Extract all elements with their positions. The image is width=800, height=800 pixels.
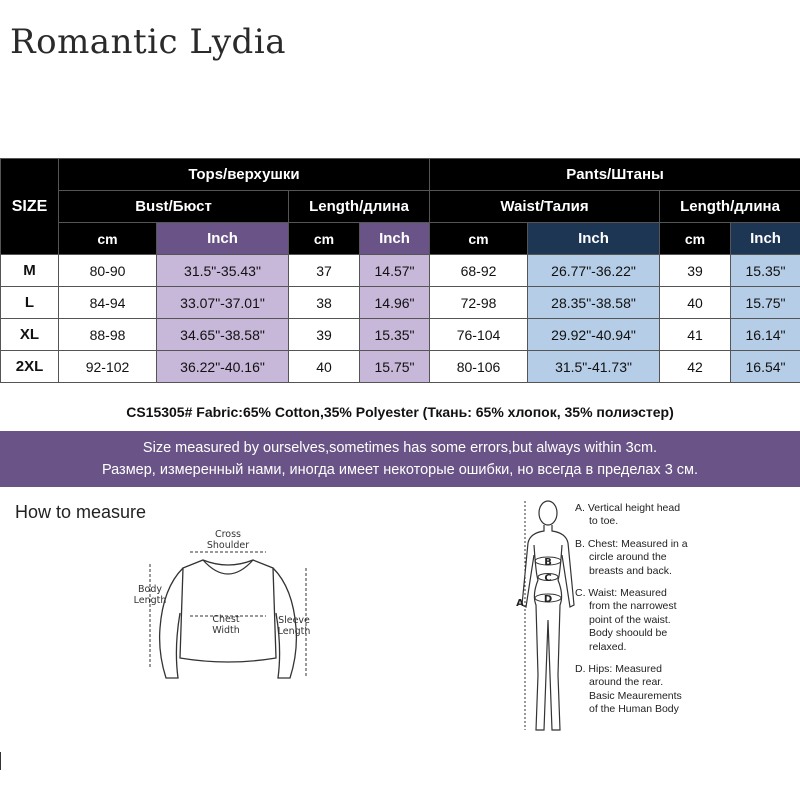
size-header: SIZE [1, 159, 59, 255]
length-cm-cell: 38 [289, 287, 360, 319]
waist-inch-cell: 29.92"-40.94" [528, 319, 660, 351]
note-line: from the narrowest [589, 600, 677, 613]
unit-cm: cm [430, 223, 528, 255]
table-row [1, 255, 800, 287]
note-line: around the rear. [589, 676, 664, 689]
pants-length-cm-cell: 39 [660, 255, 731, 287]
pants-length-inch-cell: 15.35" [731, 255, 800, 287]
pants-length-cm-cell: 41 [660, 319, 731, 351]
waist-cm-cell: 80-106 [430, 351, 528, 383]
unit-inch: Inch [360, 223, 430, 255]
cross-shoulder-label: Cross [214, 529, 242, 540]
size-cell: L [1, 287, 59, 319]
pants-length-cm-cell: 42 [660, 351, 731, 383]
unit-cm: cm [289, 223, 360, 255]
bust-cm-cell: 92-102 [59, 351, 157, 383]
length-inch-cell: 15.75" [360, 351, 430, 383]
note-line: of the Human Body [589, 703, 679, 716]
bust-inch-cell: 34.65"-38.58" [157, 319, 289, 351]
length-inch-cell: 14.96" [360, 287, 430, 319]
notice-english: Size measured by ourselves,sometimes has some errors,but always within 3cm. [142, 440, 658, 456]
waist-inch-cell: 28.35"-38.58" [528, 287, 660, 319]
sleeve-length-label: Sleeve [278, 615, 310, 626]
size-cell: XL [1, 319, 59, 351]
note-b [575, 538, 800, 578]
note-d [575, 663, 800, 717]
pants-length-inch-cell: 15.75" [731, 287, 800, 319]
measure-notes [575, 502, 800, 726]
table-row [1, 287, 800, 319]
tops-length-header: Length/длина [289, 191, 430, 223]
tops-header: Tops/верхушки [59, 159, 430, 191]
edge-mark [0, 752, 1, 770]
label-c: C [544, 573, 552, 584]
measurement-notice [0, 431, 800, 487]
note-line: C. Waist: Measured [575, 587, 667, 600]
label-d: D [543, 594, 553, 605]
note-line: circle around the [589, 551, 667, 564]
note-line: relaxed. [589, 640, 627, 653]
note-line: breasts and back. [589, 564, 672, 577]
note-line: D. Hips: Measured [575, 663, 662, 676]
note-line: Body shoould be [589, 627, 668, 640]
bust-cm-cell: 84-94 [59, 287, 157, 319]
length-cm-cell: 40 [289, 351, 360, 383]
body-measure-diagram [508, 495, 578, 745]
unit-cm: cm [59, 223, 157, 255]
unit-inch: Inch [528, 223, 660, 255]
pants-header: Pants/Штаны [430, 159, 800, 191]
label-a: A [516, 598, 524, 609]
fabric-info: CS15305# Fabric:65% Cotton,35% Polyester (Ткань: 65% хлопок, 35% полиэстер) [126, 404, 674, 420]
notice-russian: Размер, измеренный нами, иногда имеет некоторые ошибки, но всегда в пределах 3 см. [101, 462, 699, 478]
unit-inch: Inch [157, 223, 289, 255]
note-line: B. Chest: Measured in a [575, 537, 688, 550]
note-line: to toe. [589, 515, 619, 528]
pants-length-cm-cell: 40 [660, 287, 731, 319]
body-length-label: Body [138, 584, 162, 595]
chest-width-label-2: Width [212, 625, 240, 636]
size-cell: M [1, 255, 59, 287]
pants-length-header: Length/длина [660, 191, 800, 223]
bust-inch-cell: 33.07"-37.01" [157, 287, 289, 319]
brand-logo: Romantic Lydia [10, 22, 286, 62]
length-inch-cell: 15.35" [360, 319, 430, 351]
shirt-measure-diagram [128, 528, 328, 698]
bust-cm-cell: 80-90 [59, 255, 157, 287]
bust-cm-cell: 88-98 [59, 319, 157, 351]
bust-inch-cell: 36.22"-40.16" [157, 351, 289, 383]
body-length-label-2: Length [133, 595, 167, 606]
waist-cm-cell: 72-98 [430, 287, 528, 319]
pants-length-inch-cell: 16.54" [731, 351, 800, 383]
length-cm-cell: 37 [289, 255, 360, 287]
waist-cm-cell: 68-92 [430, 255, 528, 287]
note-c [575, 587, 800, 654]
cross-shoulder-label-2: Shoulder [206, 540, 250, 551]
note-line: Basic Meaurements [589, 689, 682, 702]
waist-inch-cell: 26.77"-36.22" [528, 255, 660, 287]
length-cm-cell: 39 [289, 319, 360, 351]
chest-width-label: Chest [212, 614, 240, 625]
waist-header: Waist/Талия [430, 191, 660, 223]
waist-inch-cell: 31.5"-41.73" [528, 351, 660, 383]
bust-inch-cell: 31.5"-35.43" [157, 255, 289, 287]
sleeve-length-label-2: Length [277, 626, 311, 637]
pants-length-inch-cell: 16.14" [731, 319, 800, 351]
length-inch-cell: 14.57" [360, 255, 430, 287]
how-to-measure-title: How to measure [15, 502, 147, 522]
bust-header: Bust/Бюст [59, 191, 289, 223]
table-row [1, 319, 800, 351]
size-chart-table [0, 158, 800, 383]
unit-inch: Inch [731, 223, 800, 255]
unit-cm: cm [660, 223, 731, 255]
note-line: point of the waist. [589, 613, 671, 626]
table-row [1, 351, 800, 383]
label-b: B [544, 557, 552, 568]
note-a [575, 502, 800, 529]
size-cell: 2XL [1, 351, 59, 383]
note-line: A. Vertical height head [575, 502, 681, 514]
waist-cm-cell: 76-104 [430, 319, 528, 351]
